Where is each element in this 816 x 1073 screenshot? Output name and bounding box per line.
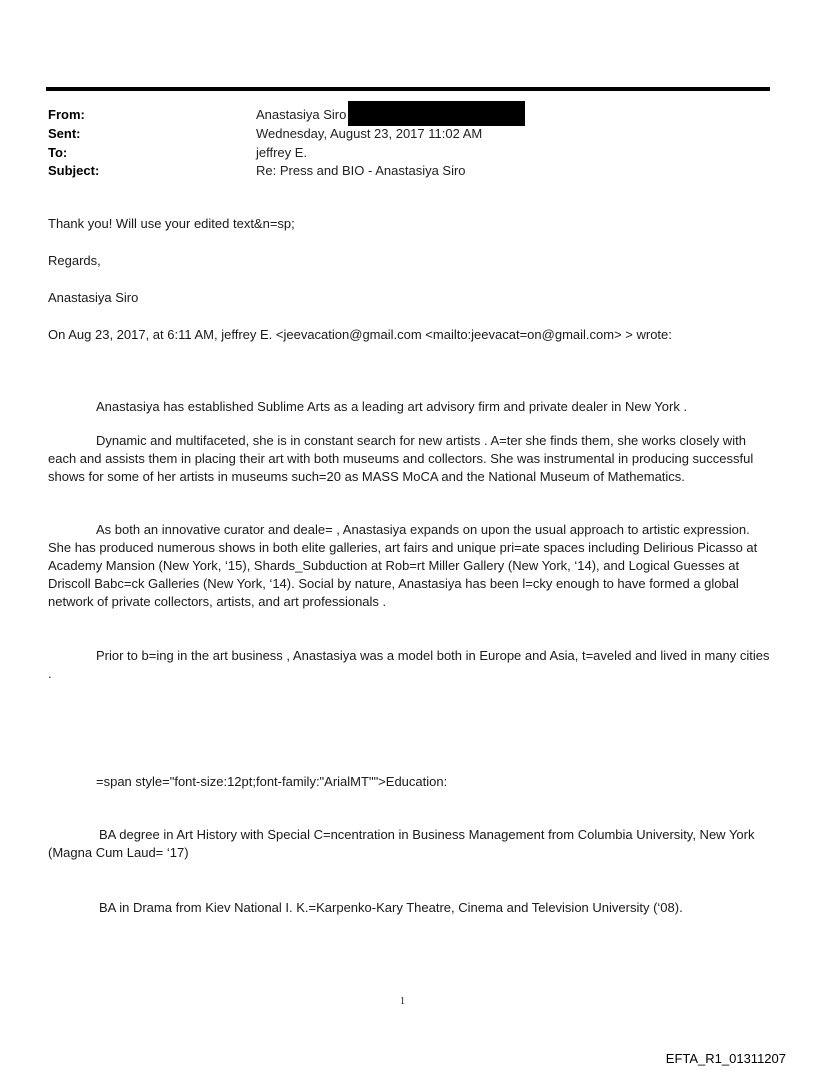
from-label: From: (48, 107, 85, 122)
body-regards: Regards, (48, 253, 101, 268)
bio-paragraph-2 (48, 432, 770, 486)
bio-paragraph-1 (48, 398, 770, 416)
body-signature: Anastasiya Siro (48, 290, 139, 305)
header-rule (46, 87, 770, 91)
sent-label: Sent: (48, 126, 81, 141)
redaction-block (348, 101, 525, 126)
bio-paragraph-4-text: Prior to b=ing in the art business , Anastasiya was a model both in Europe and Asia, t=aveled and lived in many cities . (48, 648, 770, 681)
bio-paragraph-3-text: As both an innovative curator and deale= , Anastasiya expands on upon the usual approach to artistic expression. She has produced numerous shows in both elite galleries, art fairs and unique pri=ate spaces including Delirious Picasso at Academy Mansion (New York, ‘15), Shards_Subduction at Rob=rt Miller Gallery (New York, ‘14), and Logical Guesses at Driscoll Babc=ck Galleries (New York, ‘14). Social by nature, Anastasiya has been l=cky enough to have formed a global network of private collectors, artists, and art professionals . (48, 522, 758, 609)
bio-paragraph-2-text: Dynamic and multifaceted, she is in constant search for new artists . A=ter she finds them, she works closely with each and assists them in placing their art with both museums and collectors. She was instrumental in producing successful shows for some of her artists in museums such=20 as MASS MoCA and the National Museum of Mathematics. (48, 433, 754, 484)
education-item-1-text: BA degree in Art History with Special C=ncentration in Business Management from Columbia University, New York (Magna Cum Laud= ‘17) (48, 827, 755, 860)
education-heading (48, 773, 770, 791)
bio-paragraph-1-text: Anastasiya has established Sublime Arts as a leading art advisory firm and private dealer in New York . (96, 399, 688, 414)
subject-label: Subject: (48, 163, 100, 178)
subject-value: Re: Press and BIO - Anastasiya Siro (256, 163, 466, 178)
education-item-1 (48, 826, 770, 862)
education-item-2-text: BA in Drama from Kiev National I. K.=Karpenko-Kary Theatre, Cinema and Television University (‘08). (99, 900, 683, 915)
education-heading-text: =span style="font-size:12pt;font-family:"ArialMT"">Education: (96, 774, 448, 789)
page-number: 1 (400, 996, 405, 1007)
sent-value: Wednesday, August 23, 2017 11:02 AM (256, 126, 483, 141)
bio-paragraph-3 (48, 521, 770, 611)
to-value: jeffrey E. (256, 145, 308, 160)
quote-intro: On Aug 23, 2017, at 6:11 AM, jeffrey E. <jeevacation@gmail.com <mailto:jeevacat=on@gmail.com> > wrote: (48, 327, 672, 342)
to-label: To: (48, 145, 68, 160)
education-item-2 (48, 899, 770, 917)
from-value: Anastasiya Siro (256, 107, 347, 122)
bio-paragraph-4 (48, 647, 770, 683)
body-line-thanks: Thank you! Will use your edited text&n=sp; (48, 216, 295, 231)
document-id: EFTA_R1_01311207 (665, 1051, 786, 1066)
